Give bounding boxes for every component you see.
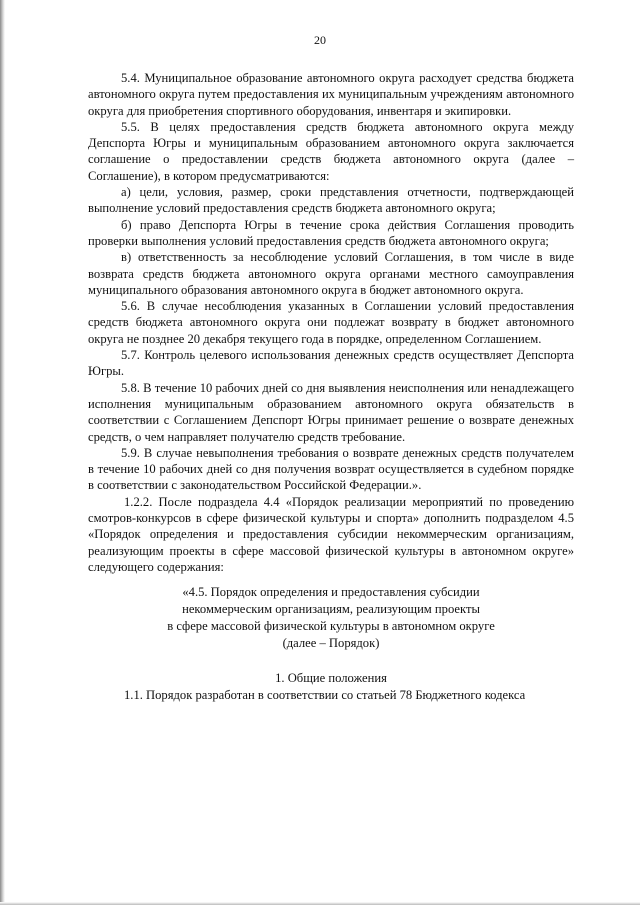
paragraph-1-1: 1.1. Порядок разработан в соответствии со статьей 78 Бюджетного кодекса bbox=[124, 687, 526, 702]
document-body bbox=[88, 70, 574, 703]
subsection-title-line-1: «4.5. Порядок определения и предоставления субсидии bbox=[182, 585, 480, 600]
subsection-title-line-3: в сфере массовой физической культуры в автономном округе bbox=[167, 618, 495, 633]
subsection-title-line-4: (далее – Порядок) bbox=[282, 635, 380, 650]
subsection-title bbox=[88, 584, 574, 651]
paragraph-item-b: б) право Депспорта Югры в течение срока действия Соглашения проводить проверки выполнения условий предоставления средств бюджета автономного округа; bbox=[88, 217, 574, 248]
scan-edge bbox=[0, 0, 5, 905]
subsection-title-line-2: некоммерческим организациям, реализующим проекты bbox=[182, 602, 480, 616]
paragraph-item-a: а) цели, условия, размер, сроки представления отчетности, подтверждающей выполнение условий предоставления средств бюджета автономного округа; bbox=[88, 185, 574, 216]
paragraph-1-2-2: 1.2.2. После подраздела 4.4 «Порядок реализации мероприятий по проведению смотров-конкурсов в сфере физической культуры и спорта» дополнить подразделом 4.5 «Порядок определения и предоставления субсидии некоммерческим организациям, реализующим проекты в сфере массовой физической культуры в автономном округе» следующего содержания: bbox=[88, 494, 574, 574]
paragraph-5-6: 5.6. В случае несоблюдения указанных в Соглашении условий предоставления средств бюджета автономного округа они подлежат возврату в бюджет автономного округа не позднее 20 декабря текущего года в порядке, определенном Соглашением. bbox=[88, 299, 574, 346]
section-heading: 1. Общие положения bbox=[275, 671, 387, 686]
paragraph-5-8: 5.8. В течение 10 рабочих дней со дня выявления неисполнения или ненадлежащего исполнения муниципальным образованием автономного округа обязательств в соответствии с Соглашением Депспорт Югры принимает решение о возврате денежных средств, о чем направляет получателю средств требование. bbox=[88, 380, 574, 444]
paragraph-item-v: в) ответственность за несоблюдение условий Соглашения, в том числе в виде возврата средств бюджета автономного округа органами местного самоуправления муниципального образования автономного округа в бюджет автономного округа. bbox=[88, 250, 574, 297]
paragraph-5-5: 5.5. В целях предоставления средств бюджета автономного округа между Депспорта Югры и муниципальным образованием автономного округа заключается соглашение о предоставлении средств бюджета автономного округа (далее – Соглашение), в котором предусматриваются: bbox=[88, 119, 574, 183]
paragraph-5-4: 5.4. Муниципальное образование автономного округа расходует средства бюджета автономного округа путем предоставления их муниципальным учреждениям автономного округа для приобретения спортивного оборудования, инвентаря и экипировки. bbox=[88, 71, 574, 118]
paragraph-5-7: 5.7. Контроль целевого использования денежных средств осуществляет Депспорта Югры. bbox=[88, 348, 574, 379]
paragraph-5-9: 5.9. В случае невыполнения требования о возврате денежных средств получателем в течение 10 рабочих дней со дня получения возврат осуществляется в судебном порядке в соответствии с законодательством Российской Федерации.». bbox=[88, 445, 574, 493]
page-number: 20 bbox=[314, 33, 326, 47]
